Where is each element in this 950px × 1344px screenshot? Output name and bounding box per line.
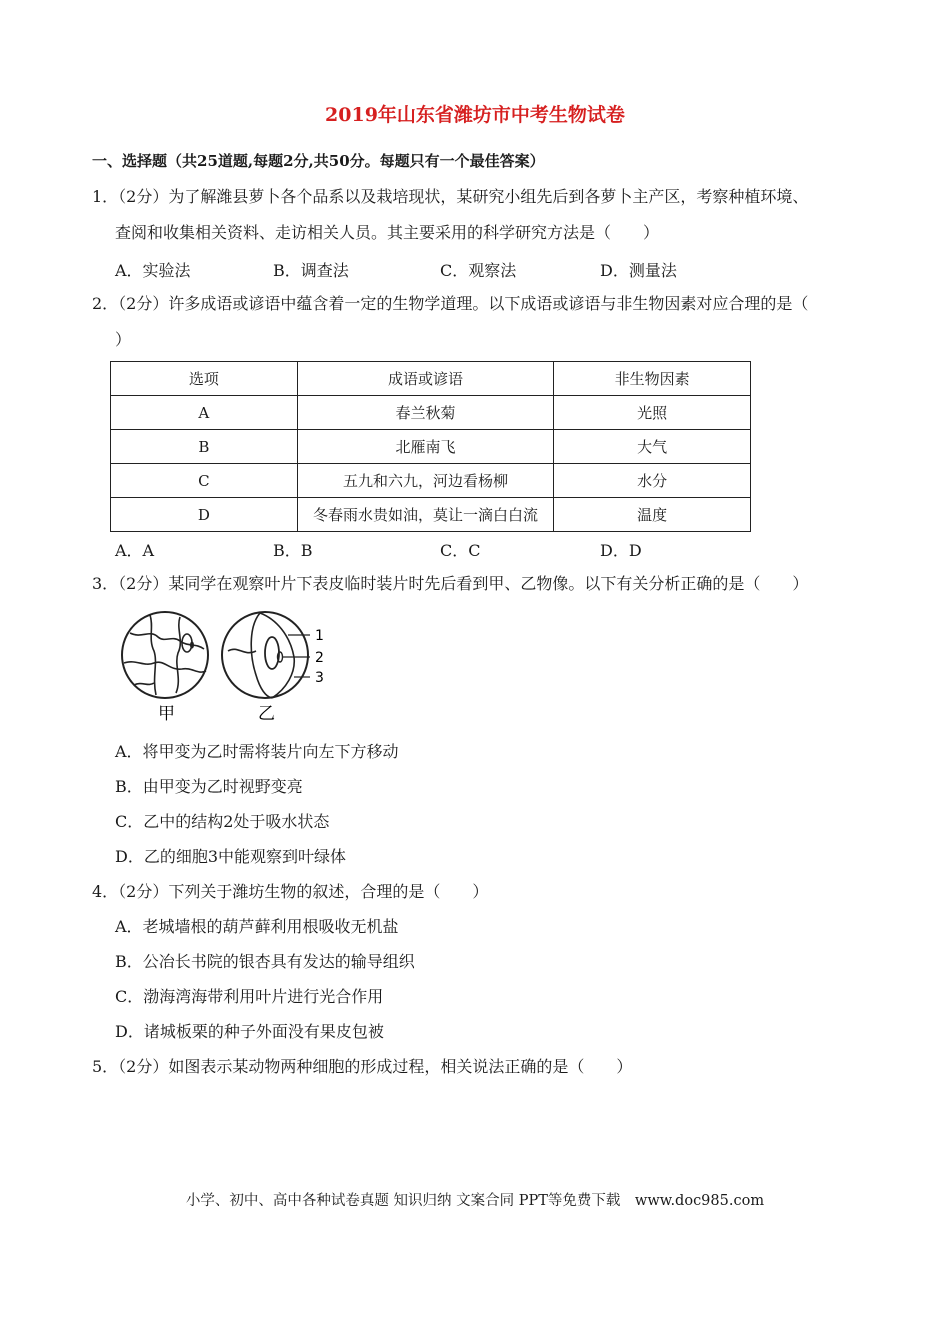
- table-cell: 五九和六九，河边看杨柳: [297, 464, 554, 498]
- q2-option-d: D．D: [600, 541, 642, 560]
- q2-stem-line1: 2．（2分）许多成语或谚语中蕴含着一定的生物学道理。以下成语或谚语与非生物因素对应合理的是（: [92, 294, 809, 313]
- q1-option-d: D．测量法: [600, 261, 677, 280]
- q2-option-c: C．C: [440, 541, 481, 560]
- q1-stem-line2: 查阅和收集相关资料、走访相关人员。其主要采用的科学研究方法是（ ）: [115, 223, 660, 242]
- q4-option-b: B．公冶长书院的银杏具有发达的输导组织: [115, 952, 415, 971]
- q2-table: [110, 361, 751, 532]
- q3-option-b: B．由甲变为乙时视野变亮: [115, 777, 303, 796]
- q3-option-c: C．乙中的结构2处于吸水状态: [115, 812, 330, 831]
- table-cell: 春兰秋菊: [297, 396, 554, 430]
- fig-number-1: 1: [315, 628, 324, 644]
- q1-option-b: B．调查法: [273, 261, 349, 280]
- view-yi: [222, 612, 310, 698]
- q1-option-c: C．观察法: [440, 261, 517, 280]
- page-footer: 小学、初中、高中各种试卷真题 知识归纳 文案合同 PPT等免费下载 www.doc985.com: [185, 1193, 765, 1209]
- q4-option-c: C．渤海湾海带利用叶片进行光合作用: [115, 987, 384, 1006]
- q3-stem-line1: 3．（2分）某同学在观察叶片下表皮临时装片时先后看到甲、乙物像。以下有关分析正确的是（ ）: [92, 574, 809, 593]
- q3-microscope-figure: [110, 605, 340, 730]
- table-header-row: [111, 362, 751, 396]
- fig-number-2: 2: [315, 650, 324, 666]
- table-cell: 水分: [554, 464, 751, 498]
- table-cell: 温度: [554, 498, 751, 532]
- table-cell: B: [111, 430, 298, 464]
- table-header-cell: 成语或谚语: [297, 362, 554, 396]
- q2-stem-line2: ）: [115, 330, 132, 349]
- q1-stem-line1: 1．（2分）为了解潍县萝卜各个品系以及栽培现状，某研究小组先后到各萝卜主产区，考察种植环境、: [92, 187, 809, 206]
- q1-option-a: A．实验法: [115, 261, 191, 280]
- q2-option-a: A．A: [115, 541, 155, 560]
- q5-stem-line1: 5．（2分）如图表示某动物两种细胞的形成过程，相关说法正确的是（ ）: [92, 1057, 633, 1076]
- fig-label-yi: 乙: [258, 704, 275, 724]
- table-header-cell: 非生物因素: [554, 362, 751, 396]
- q3-option-d: D．乙的细胞3中能观察到叶绿体: [115, 847, 347, 866]
- table-cell: 光照: [554, 396, 751, 430]
- fig-label-jia: 甲: [158, 704, 175, 724]
- table-row: [111, 498, 751, 532]
- table-cell: A: [111, 396, 298, 430]
- table-cell: D: [111, 498, 298, 532]
- table-row: [111, 430, 751, 464]
- q4-stem-line1: 4．（2分）下列关于潍坊生物的叙述，合理的是（ ）: [92, 882, 489, 901]
- table-header-cell: 选项: [111, 362, 298, 396]
- fig-number-3: 3: [315, 670, 324, 686]
- q4-option-d: D．诸城板栗的种子外面没有果皮包被: [115, 1022, 384, 1041]
- q4-option-a: A．老城墙根的葫芦藓利用根吸收无机盐: [115, 917, 399, 936]
- page-title: 2019年山东省潍坊市中考生物试卷: [325, 104, 625, 126]
- table-cell: 北雁南飞: [297, 430, 554, 464]
- q3-option-a: A．将甲变为乙时需将装片向左下方移动: [115, 742, 399, 761]
- view-jia: [122, 612, 208, 698]
- table-cell: 冬春雨水贵如油，莫让一滴白白流: [297, 498, 554, 532]
- table-cell: 大气: [554, 430, 751, 464]
- table-row: [111, 464, 751, 498]
- q2-option-b: B．B: [273, 541, 313, 560]
- table-row: [111, 396, 751, 430]
- section-heading: 一、选择题（共25道题,每题2分,共50分。每题只有一个最佳答案）: [92, 152, 545, 170]
- table-cell: C: [111, 464, 298, 498]
